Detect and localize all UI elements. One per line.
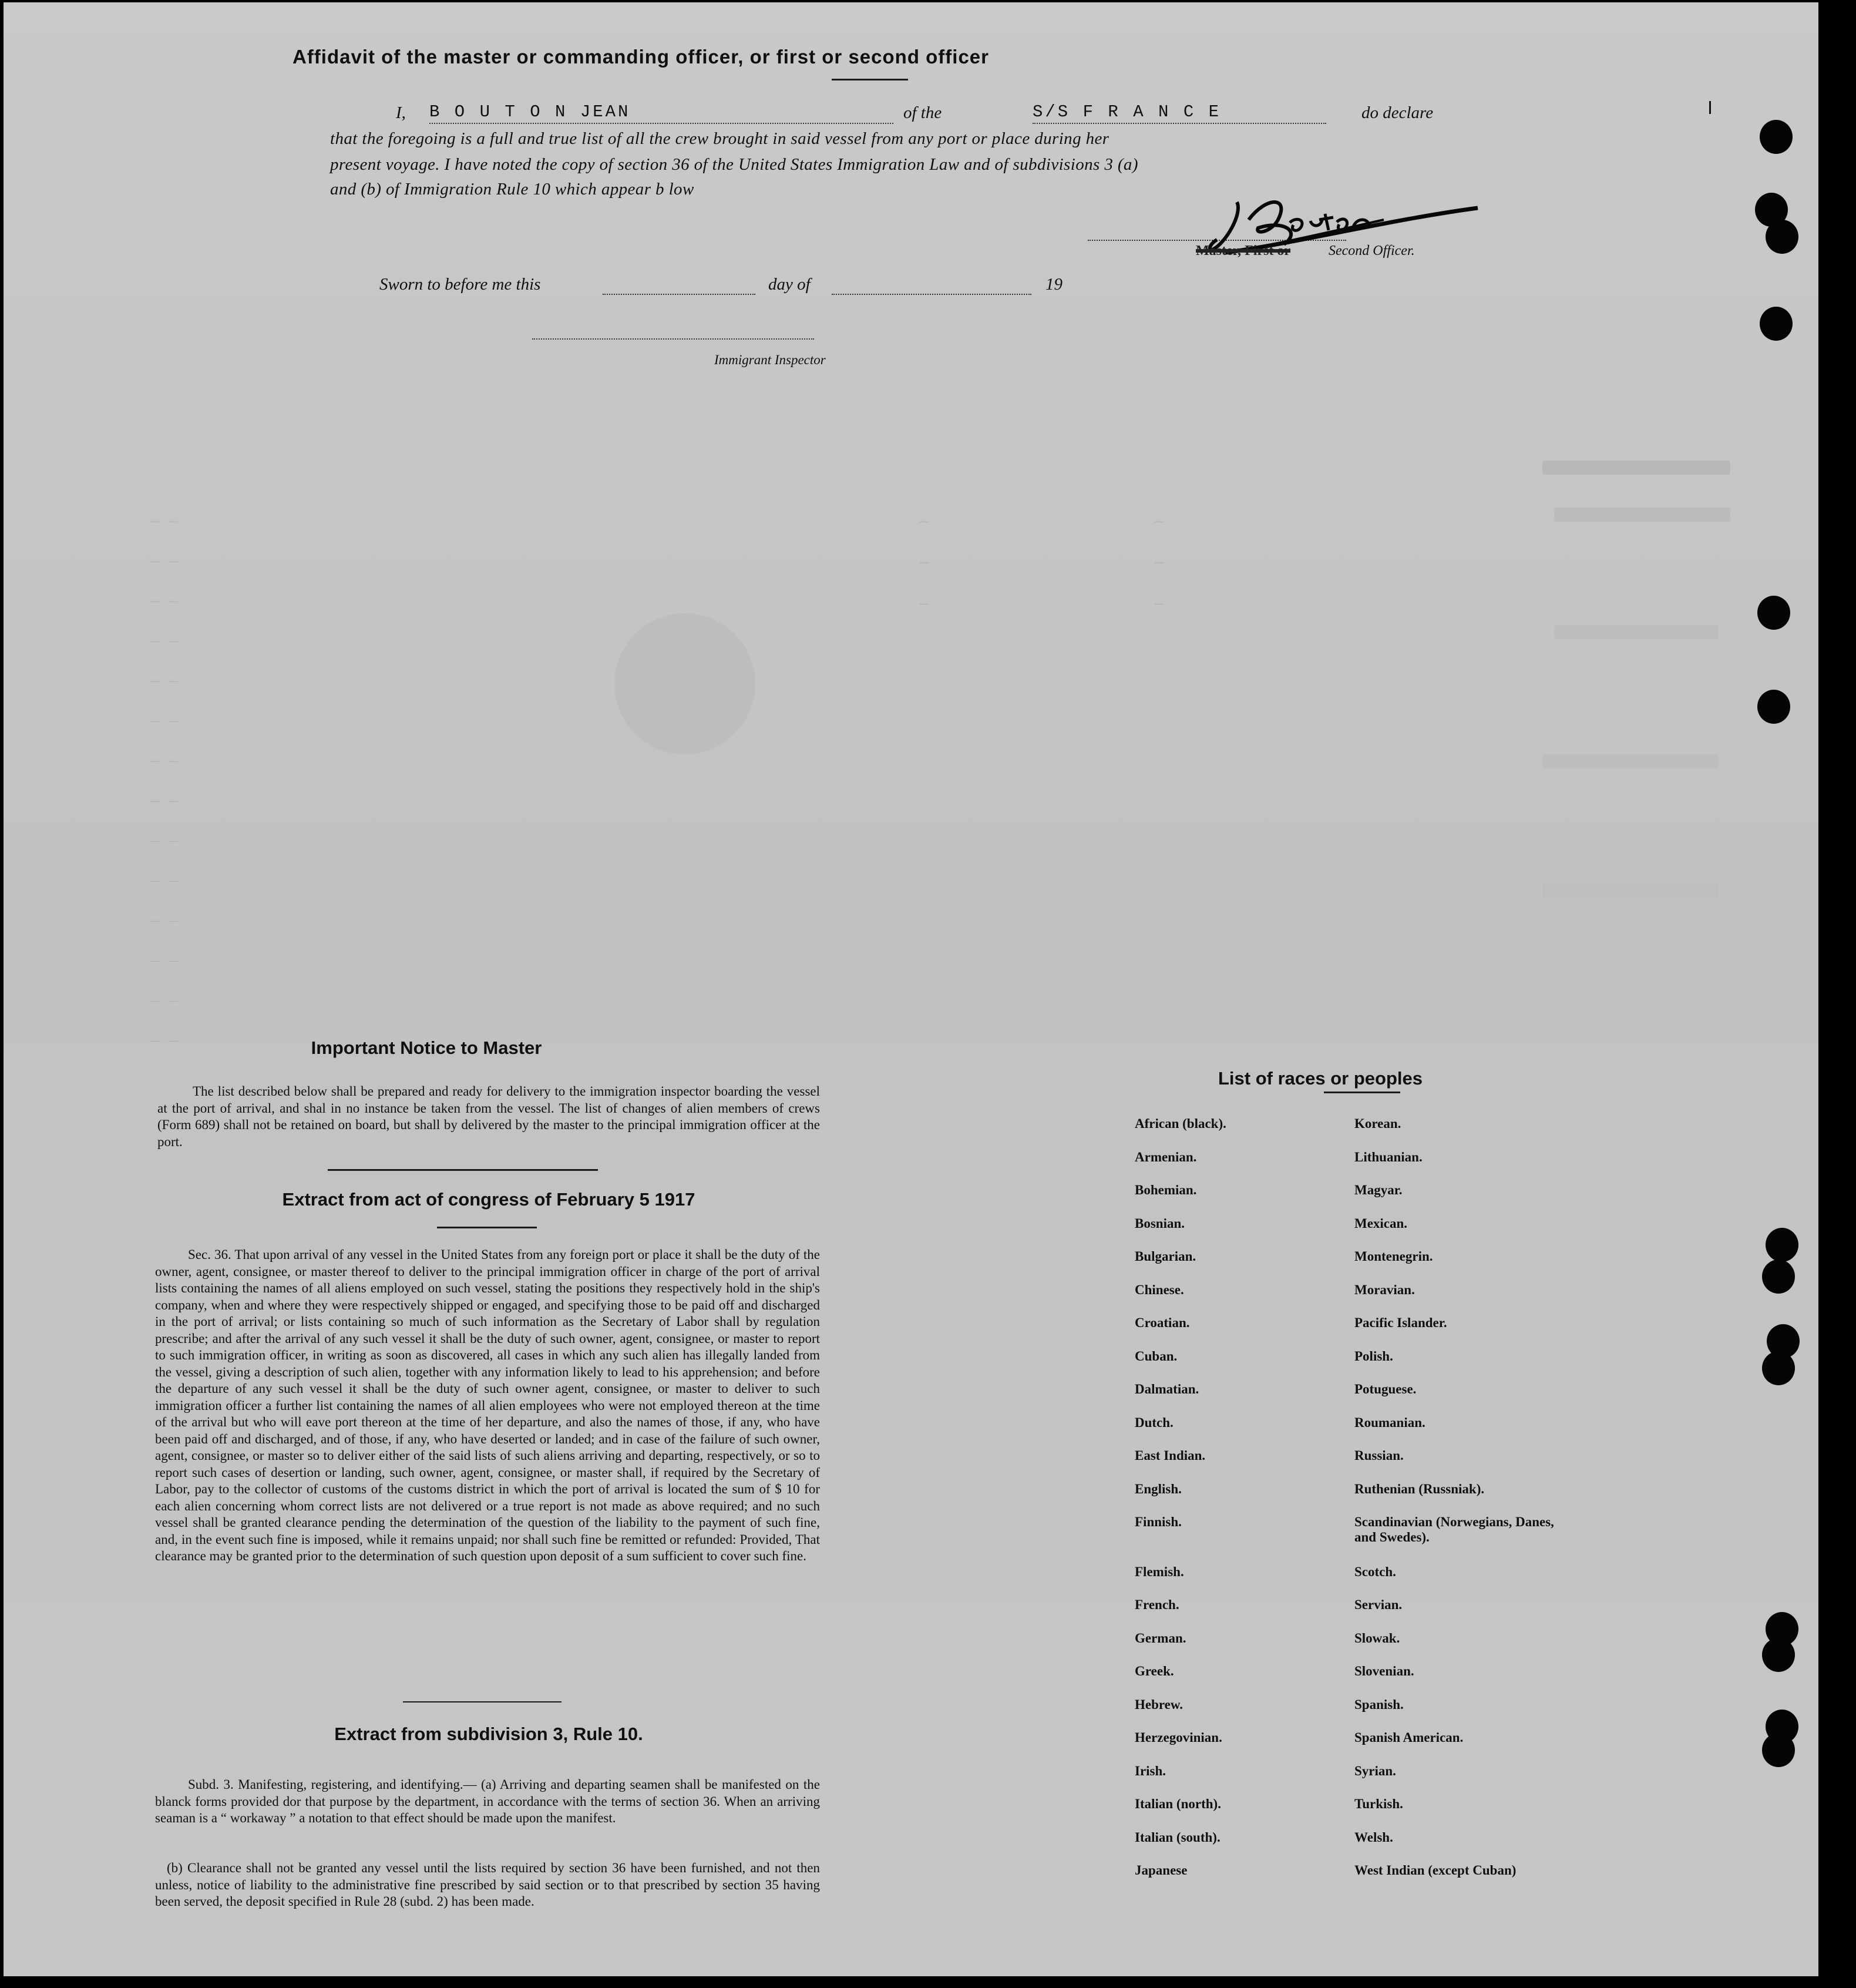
declare-label: do declare <box>1361 103 1434 122</box>
races-heading: List of races or peoples <box>1218 1068 1423 1089</box>
race-item: Scotch. <box>1354 1564 1396 1579</box>
race-item: African (black). <box>1135 1116 1226 1131</box>
race-item: Scandinavian (Norwegians, Danes, and Swedes). <box>1354 1514 1554 1544</box>
race-item: Turkish. <box>1354 1796 1403 1811</box>
act-text: Sec. 36. That upon arrival of any vessel in the United States from any foreign port or place it shall be the duty of the owner, agent, consignee, or master thereof to deliver to the principal immigration officer in charge of the port of arrival lists containing the names of all aliens employed on such vessel, stating the positions they respectively hold in the ship's company, when and where they were respectively shipped or engaged, and specifying those to be paid off and discharged in the port of arrival; or lists containing so much of such information as the Secretary of Labor shall by regulation prescribe; and after the arrival of any such vessel it shall be the duty of such owner, agent, consignee, or master to report to such immigration officer, in writing as soon as discovered, all cases in which any such alien has illegally landed from the vessel, giving a description of such alien, together with any information likely to lead to his apprehension; and before the departure of any such vessel it shall be the duty of such owner agent, consignee, or master to deliver to such immigration officer a further list containing the names of all alien employees who were not employed thereon at the time of the arrival but who will eave port thereon at the time of her departure, and also the names of those, if any, who have been paid off and discharged, and of those, if any, who have deserted or landed; and in case of the failure of such owner, agent, consignee, or master so to deliver either of the said lists of such aliens arriving and departing, respectively, or so to report such cases of desertion or landing, such owner, agent, consignee, or master shall, if required by the Secretary of Labor, pay to the collector of customs of the customs district in which the port of arrival is located the sum of $ 10 for each alien concerning whom correct lists are not delivered or a true report is not made as above required; and no such vessel shall be granted clearance pending the determination of the question of the liability to the payment of such fine, and, in the event such fine is imposed, while it remains unpaid; nor shall such fine be remitted or refunded: Provided, That clearance may be granted prior to the determination of such question upon deposit of a sum sufficient to cover such fine. <box>155 1247 820 1563</box>
race-item: Italian (north). <box>1135 1796 1221 1811</box>
act-rule <box>437 1227 537 1228</box>
race-item: East Indian. <box>1135 1448 1206 1463</box>
punch-hole <box>1757 690 1790 724</box>
race-item: Servian. <box>1354 1597 1403 1612</box>
punch-hole <box>1766 1228 1798 1262</box>
punch-hole <box>1762 1351 1795 1385</box>
inspector-dotline <box>532 338 814 340</box>
officer-label: Second Officer. <box>1329 243 1415 258</box>
race-item: Roumanian. <box>1354 1415 1425 1430</box>
race-item: Herzegovinian. <box>1135 1730 1222 1745</box>
race-item: Armenian. <box>1135 1149 1197 1164</box>
affidavit-line3: present voyage. I have noted the copy of section 36 of the United States Immigration Law and of subdivisions 3 (a) <box>330 155 1138 174</box>
master-name: B O U T O N JEAN <box>429 102 631 122</box>
race-item: Flemish. <box>1135 1564 1184 1579</box>
punch-hole <box>1757 596 1790 630</box>
race-item: Dalmatian. <box>1135 1382 1199 1396</box>
sworn-prefix: Sworn to before me this <box>379 275 541 294</box>
race-item: Spanish. <box>1354 1697 1404 1712</box>
race-item: Bosnian. <box>1135 1215 1185 1231</box>
rule-heading: Extract from subdivision 3, Rule 10. <box>334 1724 643 1744</box>
sworn-year: 19 <box>1045 275 1063 294</box>
notice-text: The list described below shall be prepared and ready for delivery to the immigration inspector boarding the vessel at the port of arrival, and shal in no instance be taken from the vessel. The list of changes of alien members of crews (Form 689) shall not be retained on board, but shall by delivered by the master to the principal immigration officer at the port. <box>157 1084 820 1149</box>
race-item: Pacific Islander. <box>1354 1315 1447 1330</box>
act-heading: Extract from act of congress of February 5 1917 <box>282 1189 695 1210</box>
sworn-day-label: day of <box>768 275 811 294</box>
sworn-day-dotline <box>603 294 755 295</box>
punch-hole <box>1762 1638 1795 1672</box>
race-item: Welsh. <box>1354 1829 1393 1845</box>
punch-hole <box>1762 1733 1795 1767</box>
officer-struck-text: Master, First or <box>1196 243 1291 258</box>
race-item: Croatian. <box>1135 1315 1190 1330</box>
affidavit-line2: that the foregoing is a full and true list of all the crew brought in said vessel from any port or place during her <box>330 129 1109 148</box>
race-item: French. <box>1135 1597 1179 1612</box>
inspector-label: Immigrant Inspector <box>714 352 826 367</box>
heading-rule <box>832 79 908 80</box>
race-item: Magyar. <box>1354 1183 1403 1197</box>
rule-para-b: (b) Clearance shall not be granted any vessel until the lists required by section 36 have been furnished, and not then unless, notice of liability to the administrative fine prescribed by said section or to that prescribed by section 35 having been served, the deposit specified in Rule 28 (subd. 2) has been made. <box>155 1861 820 1909</box>
of-the-label: of the <box>903 103 942 122</box>
race-item: Spanish American. <box>1354 1730 1464 1745</box>
notice-rule <box>328 1169 598 1171</box>
edge-mark <box>1709 101 1711 114</box>
race-item: Slovenian. <box>1354 1664 1414 1678</box>
sworn-month-dotline <box>832 294 1031 295</box>
race-item: Ruthenian (Russniak). <box>1354 1481 1485 1496</box>
race-item: Montenegrin. <box>1354 1249 1433 1264</box>
race-item: West Indian (except Cuban) <box>1354 1863 1517 1878</box>
race-item: Syrian. <box>1354 1763 1396 1778</box>
race-item: English. <box>1135 1481 1182 1496</box>
vessel-name: S/S F R A N C E <box>1033 102 1222 122</box>
punch-hole <box>1766 220 1798 254</box>
race-item: Chinese. <box>1135 1282 1184 1297</box>
race-item: Hebrew. <box>1135 1697 1183 1712</box>
race-item: Mexican. <box>1354 1215 1408 1231</box>
name-dotline <box>429 123 893 124</box>
race-item: Polish. <box>1354 1348 1393 1364</box>
race-item: Finnish. <box>1135 1514 1182 1529</box>
races-heading-rule <box>1324 1092 1400 1093</box>
affidavit-prefix: I, <box>396 103 406 122</box>
race-item: Greek. <box>1135 1664 1174 1678</box>
punch-hole <box>1760 120 1793 154</box>
race-item: Korean. <box>1354 1116 1401 1131</box>
affidavit-heading: Affidavit of the master or commanding officer, or first or second officer <box>292 46 989 68</box>
race-item: Lithuanian. <box>1354 1149 1423 1164</box>
punch-hole <box>1760 307 1793 341</box>
punch-hole <box>1762 1260 1795 1294</box>
race-item: Potuguese. <box>1354 1382 1417 1396</box>
rule-extract-divider <box>403 1701 561 1702</box>
race-item: Irish. <box>1135 1763 1166 1778</box>
manifest-page: Affidavit of the master or commanding officer, or first or second officer I, B O U T O N JEAN of the S/S F R A N C E do declare that the foregoing is a full and true list of all the crew brought in said vessel from any port or place during her present voyage. I have noted the copy of section 36 of the United States Immigration Law and of subdivisions 3 (a) and (b) of Immigration Rule 10 which appear b low Master, First or Second Officer. Sworn to before me this day of 19 Immigrant Inspector _ _ _ _ _ _ _ _ _ _ _ _ _ _ _ _ _ _ _ _ _ _ _ _ _ _ _ _ _ _ _ _ _ _ Important Notice to Master The list described below shall be prepared and ready for delivery to the immigration inspector boarding the vessel at the port of arrival, and shal in no instance be taken from the vessel. The list of changes of alien members of crews (Form 689) shall not be retained on board, but shall by delivered by the master to the principal immigration officer at the port. Extract from act of congress of February 5 1917 Sec. 36. That upon arrival of any vessel in the United States from any foreign port or place it shall be the duty of the owner, agent, consignee, or master thereof to deliver to the principal immigration officer in charge of the port of arrival lists containing the names of all aliens employed on such vessel, stating the positions they respectively hold in the ship's company, when and where they were respectively shipped or engaged, and specifying those to be paid off and discharged in the port of arrival; or lists containing so much of such information as the Secretary of Labor shall by regulation prescribe; and after the arrival of any such vessel it shall be the duty of such owner, agent, consignee, or master to report to such immigration officer, in writing as soon as discovered, all cases in which any such alien has illegally landed from the vessel, giving a description of such alien, together with any information likely to lead to his apprehension; and before the departure of any such vessel it shall be the duty of such owner agent, consignee, or master to deliver to such immigration officer a further list containing the names of all alien employees who were not employed thereon at the time of the arrival but who will eave port thereon at the time of her departure, and also the names of those, if any, who have been paid off and discharged, and of those, if any, who have deserted or landed; and in case of the failure of such owner, agent, consignee, or master so to deliver either of the said lists of such aliens arriving and departing, respectively, or so to report such cases of desertion or landing, such owner, agent, consignee, or master shall, if required by the Secretary of Labor, pay to the collector of customs of the customs district in which the port of arrival is located the sum of $ 10 for each alien concerning whom correct lists are not delivered or a true report is not made as above required; and no such vessel shall be granted clearance pending the determination of the question of the liability to the payment of such fine, and, in the event such fine is imposed, while it remains unpaid; nor shall such fine be remitted or refunded: Provided, That clearance may be granted prior to the determination of such question upon deposit of a sum sufficient to cover such fine. Extract from subdivision 3, Rule 10. Subd. 3. Manifesting, registering, and identifying.— (a) Arriving and departing seamen shall be manifested on the blanck forms provided dor that purpose by the department, in accordance with the terms of section 36. When an arriving seaman is a “ workaway ” a notation to that effect should be made upon the manifest. (b) Clearance shall not be granted any vessel until the lists required by section 36 have been furnished, and not then unless, notice of liability to the administrative fine prescribed by said section or to that prescribed by section 35 having been served, the deposit specified in Rule 28 (subd. 2) has been made. List of races or peoples African (black). Armenian. Bohemian. Bosnian. Bulgarian. Chinese. Croatian. Cuban. Dalmatian. Dutch. East Indian. English. Finnish. Flemish. French. German. Greek. Hebrew. Herzegovinian. Irish. Italian (north). Italian (south). Japanese Korean. Lithuanian. Magyar. Mexican. Montenegrin. Moravian. Pacific Islander. Polish. Potuguese. Roumanian. Russian. Ruthenian (Russniak). Scandinavian (Norwegians, Danes, and Swedes). Scotch. Servian. Slowak. Slovenian. Spanish. Spanish American. Syrian. Turkish. Welsh. West Indian (except Cuban) <box>4 2 1818 1976</box>
race-item: Japanese <box>1135 1863 1188 1878</box>
race-item: Italian (south). <box>1135 1829 1220 1845</box>
race-item: Moravian. <box>1354 1282 1415 1297</box>
race-item: Dutch. <box>1135 1415 1174 1430</box>
notice-heading: Important Notice to Master <box>311 1037 542 1058</box>
race-item: Slowak. <box>1354 1630 1400 1646</box>
race-item: Cuban. <box>1135 1348 1178 1364</box>
rule-para-a: Subd. 3. Manifesting, registering, and identifying.— (a) Arriving and departing seamen shall be manifested on the blanck forms provided dor that purpose by the department, in accordance with the terms of section 36. When an arriving seaman is a “ workaway ” a notation to that effect should be made upon the manifest. <box>155 1777 820 1825</box>
race-item: Bulgarian. <box>1135 1249 1196 1264</box>
vessel-dotline <box>1033 123 1326 124</box>
race-item: German. <box>1135 1630 1186 1646</box>
affidavit-line4: and (b) of Immigration Rule 10 which appear b low <box>330 180 694 199</box>
race-item: Bohemian. <box>1135 1183 1197 1197</box>
race-item: Russian. <box>1354 1448 1404 1463</box>
